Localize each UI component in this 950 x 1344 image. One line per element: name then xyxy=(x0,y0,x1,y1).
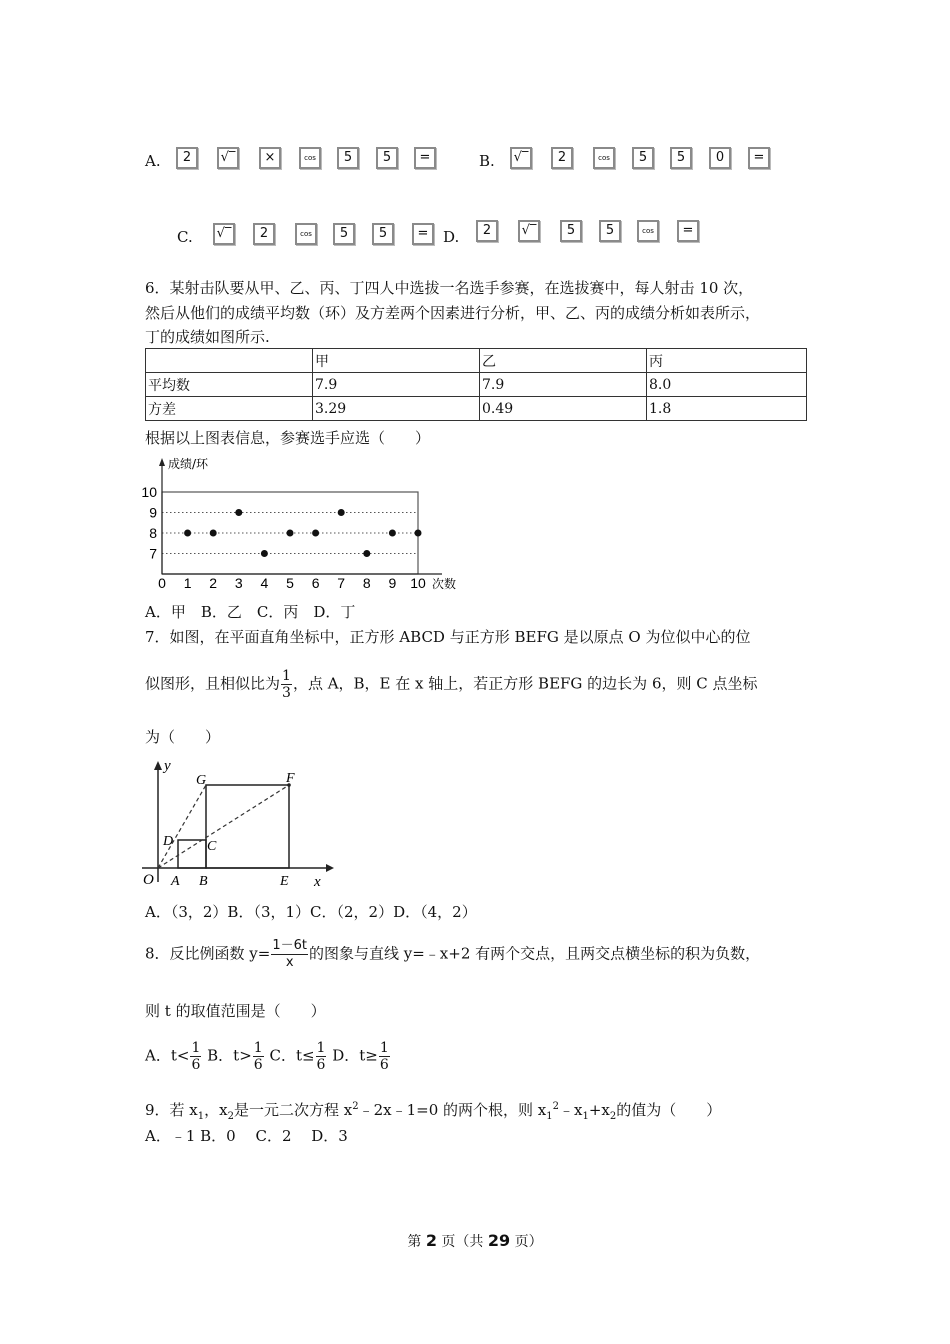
calculator-key: 2 xyxy=(551,147,573,169)
calculator-key: 5 xyxy=(333,223,355,245)
label-f: F xyxy=(286,771,295,786)
q8-stem-line-1: 8．反比例函数 y= $\frac{1-6t}{x}$ 的图象与直线 y=﹣x+2 有两个交点，且两交点横坐标的积为负数， xyxy=(145,938,761,970)
calculator-key: = xyxy=(414,147,436,169)
x-tick-label: 7 xyxy=(337,575,346,591)
label-g: G xyxy=(196,773,207,788)
x-tick-label: 1 xyxy=(183,575,192,591)
table-cell: 平均数 xyxy=(146,373,313,397)
calculator-key: cos xyxy=(299,147,321,169)
calculator-key: 5 xyxy=(376,147,398,169)
table-header-row xyxy=(146,349,807,373)
x-tick-label: 9 xyxy=(388,575,397,591)
x-axis-label: x xyxy=(314,874,321,890)
x-tick-label: 5 xyxy=(286,575,294,591)
data-point xyxy=(287,530,294,537)
y-tick-label: 7 xyxy=(149,545,157,562)
q7-coordinate-figure xyxy=(138,758,338,890)
label-d: D xyxy=(163,834,174,849)
table-cell: 8.0 xyxy=(647,373,807,397)
table-cell: 0.49 xyxy=(480,397,647,421)
table-cell: 方差 xyxy=(146,397,313,421)
q7-options: A．（3，2）B．（3，1）C．（2，2）D．（4，2） xyxy=(145,903,477,921)
y-tick-label: 8 xyxy=(149,525,157,541)
calculator-key: √‾ xyxy=(217,147,239,169)
calculator-key: 5 xyxy=(599,220,621,242)
label-o: O xyxy=(143,872,154,888)
q6-stem-line-2: 然后从他们的成绩平均数（环）及方差两个因素进行分析，甲、乙、丙的成绩分析如表所示， xyxy=(145,304,761,322)
q9-options: A．﹣1 B．0 C．2 D．3 xyxy=(145,1127,348,1145)
table-cell: 3.29 xyxy=(313,397,480,421)
table-row xyxy=(146,373,807,397)
square-befg xyxy=(206,785,289,868)
q7-stem-line-1: 7．如图，在平面直角坐标中，正方形 ABCD 与正方形 BEFG 是以原点 O 为位似中心的位 xyxy=(145,628,751,646)
data-point xyxy=(363,550,370,557)
table-cell xyxy=(146,349,313,373)
x-axis-label: 次数 xyxy=(432,577,457,591)
fraction: $\frac{1}{6}$ xyxy=(191,1040,201,1073)
calculator-key: √‾ xyxy=(510,147,532,169)
y-axis-arrow-icon xyxy=(154,761,162,770)
y-axis-label: 成绩/环 xyxy=(168,457,209,471)
fraction: $\frac{1}{6}$ xyxy=(316,1040,326,1073)
x-tick-label: 0 xyxy=(158,575,166,591)
data-point xyxy=(184,530,191,537)
calculator-key: = xyxy=(677,220,699,242)
calculator-key: cos xyxy=(637,220,659,242)
q6-score-table xyxy=(145,348,807,421)
q5-option-b-label: B. xyxy=(479,152,495,170)
q5-option-a-label: A. xyxy=(145,152,161,170)
q6-stem-line-1: 6．某射击队要从甲、乙、丙、丁四人中选拔一名选手参赛，在选拔赛中，每人射击 10 次， xyxy=(145,279,754,297)
calculator-key: √‾ xyxy=(213,223,235,245)
table-cell: 甲 xyxy=(313,349,480,373)
table-cell: 7.9 xyxy=(313,373,480,397)
data-point xyxy=(415,530,422,537)
q7-stem-line-3: 为（ ） xyxy=(145,728,221,746)
data-point xyxy=(389,530,396,537)
label-b: B xyxy=(199,874,208,889)
calculator-key: 2 xyxy=(253,223,275,245)
fraction: $\frac{1}{3}$ xyxy=(282,668,291,701)
table-cell: 丙 xyxy=(647,349,807,373)
q6-question: 根据以上图表信息，参赛选手应选（ ） xyxy=(145,429,431,447)
label-c: C xyxy=(207,839,217,854)
x-axis-arrow-icon xyxy=(326,864,334,872)
x-tick-label: 4 xyxy=(260,575,269,591)
calculator-key: = xyxy=(412,223,434,245)
calculator-key: √‾ xyxy=(518,220,540,242)
calculator-key: 5 xyxy=(560,220,582,242)
calculator-key: 2 xyxy=(176,147,198,169)
label-e: E xyxy=(280,874,289,889)
q6-stem-line-3: 丁的成绩如图所示. xyxy=(145,328,270,346)
q5-option-c-label: C. xyxy=(177,228,193,246)
square-abcd xyxy=(178,840,206,868)
table-cell: 7.9 xyxy=(480,373,647,397)
y-axis-arrow-icon xyxy=(159,458,165,466)
calculator-key: 2 xyxy=(476,220,498,242)
q5-option-d-label: D. xyxy=(443,228,460,246)
fraction: $\frac{1}{6}$ xyxy=(379,1040,389,1073)
data-point xyxy=(338,509,345,516)
data-point xyxy=(210,530,217,537)
dashed-line-of xyxy=(158,785,289,868)
fraction: $\frac{1-6t}{x}$ xyxy=(272,938,307,970)
calculator-key: 5 xyxy=(670,147,692,169)
dashed-line-og xyxy=(158,785,206,868)
calculator-key: × xyxy=(259,147,281,169)
q6-options: A．甲 B．乙 C．丙 D．丁 xyxy=(145,603,356,621)
q6-scatter-chart xyxy=(140,452,470,592)
table-cell: 乙 xyxy=(480,349,647,373)
table-row xyxy=(146,397,807,421)
calculator-key: cos xyxy=(295,223,317,245)
data-point xyxy=(312,530,319,537)
calculator-key: 0 xyxy=(709,147,731,169)
x-tick-label: 3 xyxy=(234,575,243,591)
y-tick-label: 9 xyxy=(149,504,157,521)
q8-stem-line-2: 则 t 的取值范围是（ ） xyxy=(145,1002,326,1020)
calculator-key: 5 xyxy=(337,147,359,169)
calculator-key: 5 xyxy=(632,147,654,169)
label-a: A xyxy=(171,874,180,889)
x-tick-label: 2 xyxy=(209,575,218,591)
table-cell: 1.8 xyxy=(647,397,807,421)
y-tick-label: 10 xyxy=(141,484,157,500)
data-point xyxy=(261,550,268,557)
x-tick-label: 6 xyxy=(311,575,320,591)
calculator-key: cos xyxy=(593,147,615,169)
calculator-key: = xyxy=(748,147,770,169)
calculator-key: 5 xyxy=(372,223,394,245)
fraction: $\frac{1}{6}$ xyxy=(253,1040,263,1073)
x-tick-label: 8 xyxy=(362,575,371,591)
data-point xyxy=(235,509,242,516)
q9-stem: 9．若 $x_1$，$x_2$是一元二次方程 $x^2﹣2x﹣1=0$ 的两个根，则 $x_1^2﹣x_1+x_2$的值为（ ） xyxy=(145,1101,722,1122)
q7-stem-line-2: 似图形，且相似比为 $\frac{1}{3}$ ，点 A，B，E 在 x 轴上，若正方形 BEFG 的边长为 6，则 C 点坐标 xyxy=(145,668,758,701)
x-tick-label: 10 xyxy=(410,575,426,591)
y-axis-label: y xyxy=(164,758,171,774)
page-footer: 第 2 页（共 29 页） xyxy=(407,1231,543,1250)
q8-options: A．t< $\frac{1}{6}$ B．t> $\frac{1}{6}$ C．t≤ $\frac{1}{6}$ D．t≥ $\frac{1}{6}$ xyxy=(145,1040,389,1073)
